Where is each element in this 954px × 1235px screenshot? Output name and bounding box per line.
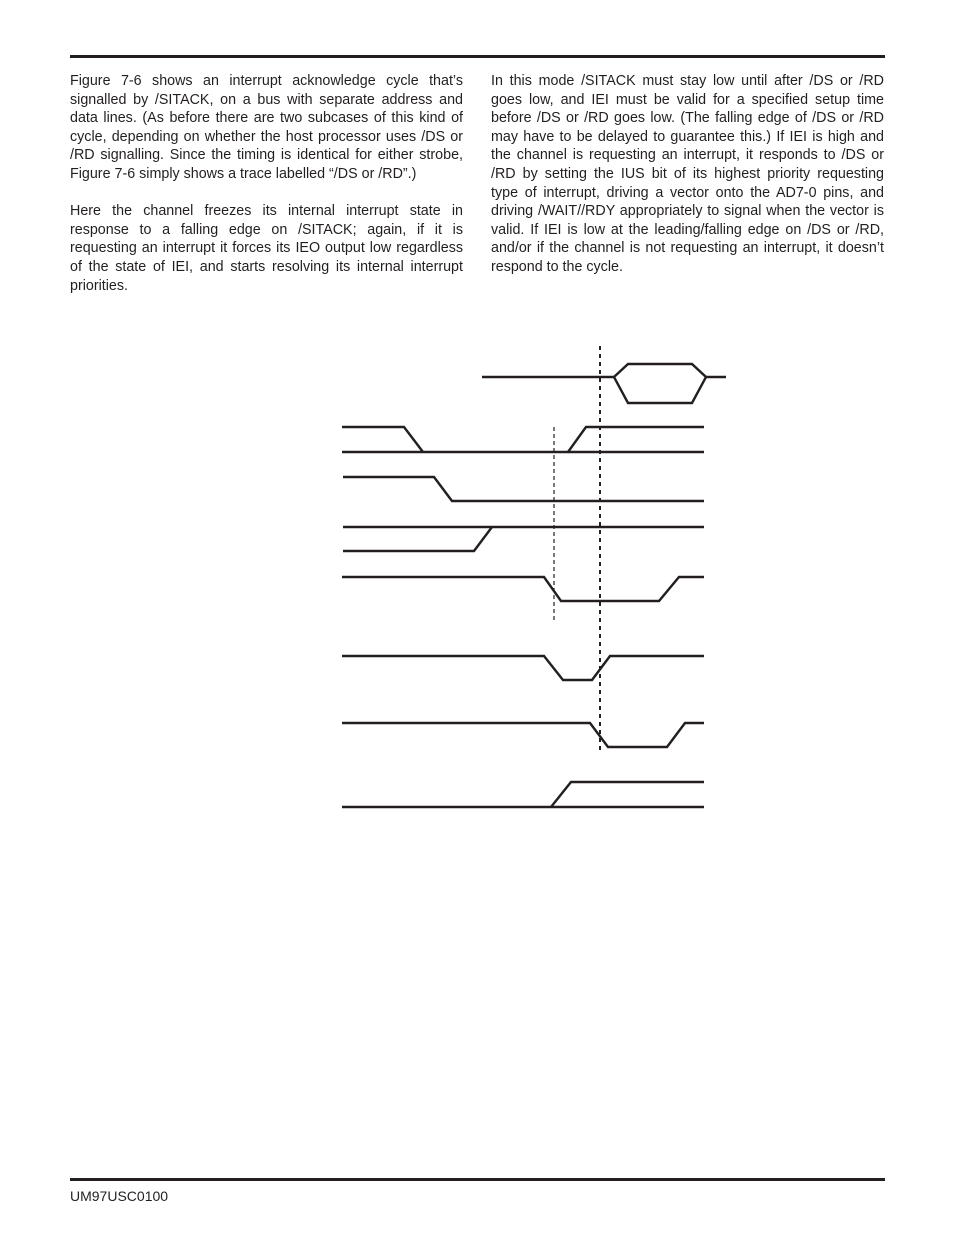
footer-doc-id: UM97USC0100 [70, 1188, 169, 1204]
sitack-trace-high [342, 427, 423, 452]
left-text-column [70, 72, 463, 314]
ds-rd-trace [342, 577, 704, 601]
top-rule [70, 55, 885, 58]
timing-diagram [330, 340, 730, 820]
ieo-trace [342, 656, 704, 680]
ad-vector-valid [614, 364, 706, 403]
bottom-rule [70, 1178, 885, 1181]
ius-trace-rise [551, 782, 704, 807]
signal-trace-3b [343, 527, 492, 551]
wait-rdy-trace [342, 723, 704, 747]
signal-trace-2a [343, 477, 704, 501]
right-text-column [491, 72, 884, 295]
paragraph: Here the channel freezes its internal interrupt state in response to a falling edge on /SITACK; again, if it is requesting an interrupt it forces its IEO output low regardless of the state of IEI, and starts resolving its internal interrupt priorities. [70, 203, 463, 294]
sitack-trace [342, 427, 704, 452]
paragraph: Figure 7-6 shows an interrupt acknowledge cycle that’s signalled by /SITACK, on a bus with separate address and data lines. (As before there are two subcases of this kind of cycle, depending on whether the host processor uses /DS or /RD signalling. Since the timing is identical for either strobe, Figure 7-6 simply shows a trace labelled “/DS or /RD”.) [70, 73, 463, 182]
paragraph: In this mode /SITACK must stay low until after /DS or /RD goes low, and IEI must be valid for a specified setup time before /DS or /RD goes low. (The falling edge of /DS or /RD may have to be delayed to guarantee this.) If IEI is high and the channel is requesting an interrupt, it responds to /DS or /RD by setting the IUS bit of its highest priority requesting type of interrupt, driving a vector onto the AD7-0 pins, and driving /WAIT//RDY appropriately to signal when the vector is valid. If IEI is low at the leading/falling edge on /DS or /RD, and/or if the channel is not requesting an interrupt, it doesn’t respond to the cycle. [491, 73, 884, 275]
